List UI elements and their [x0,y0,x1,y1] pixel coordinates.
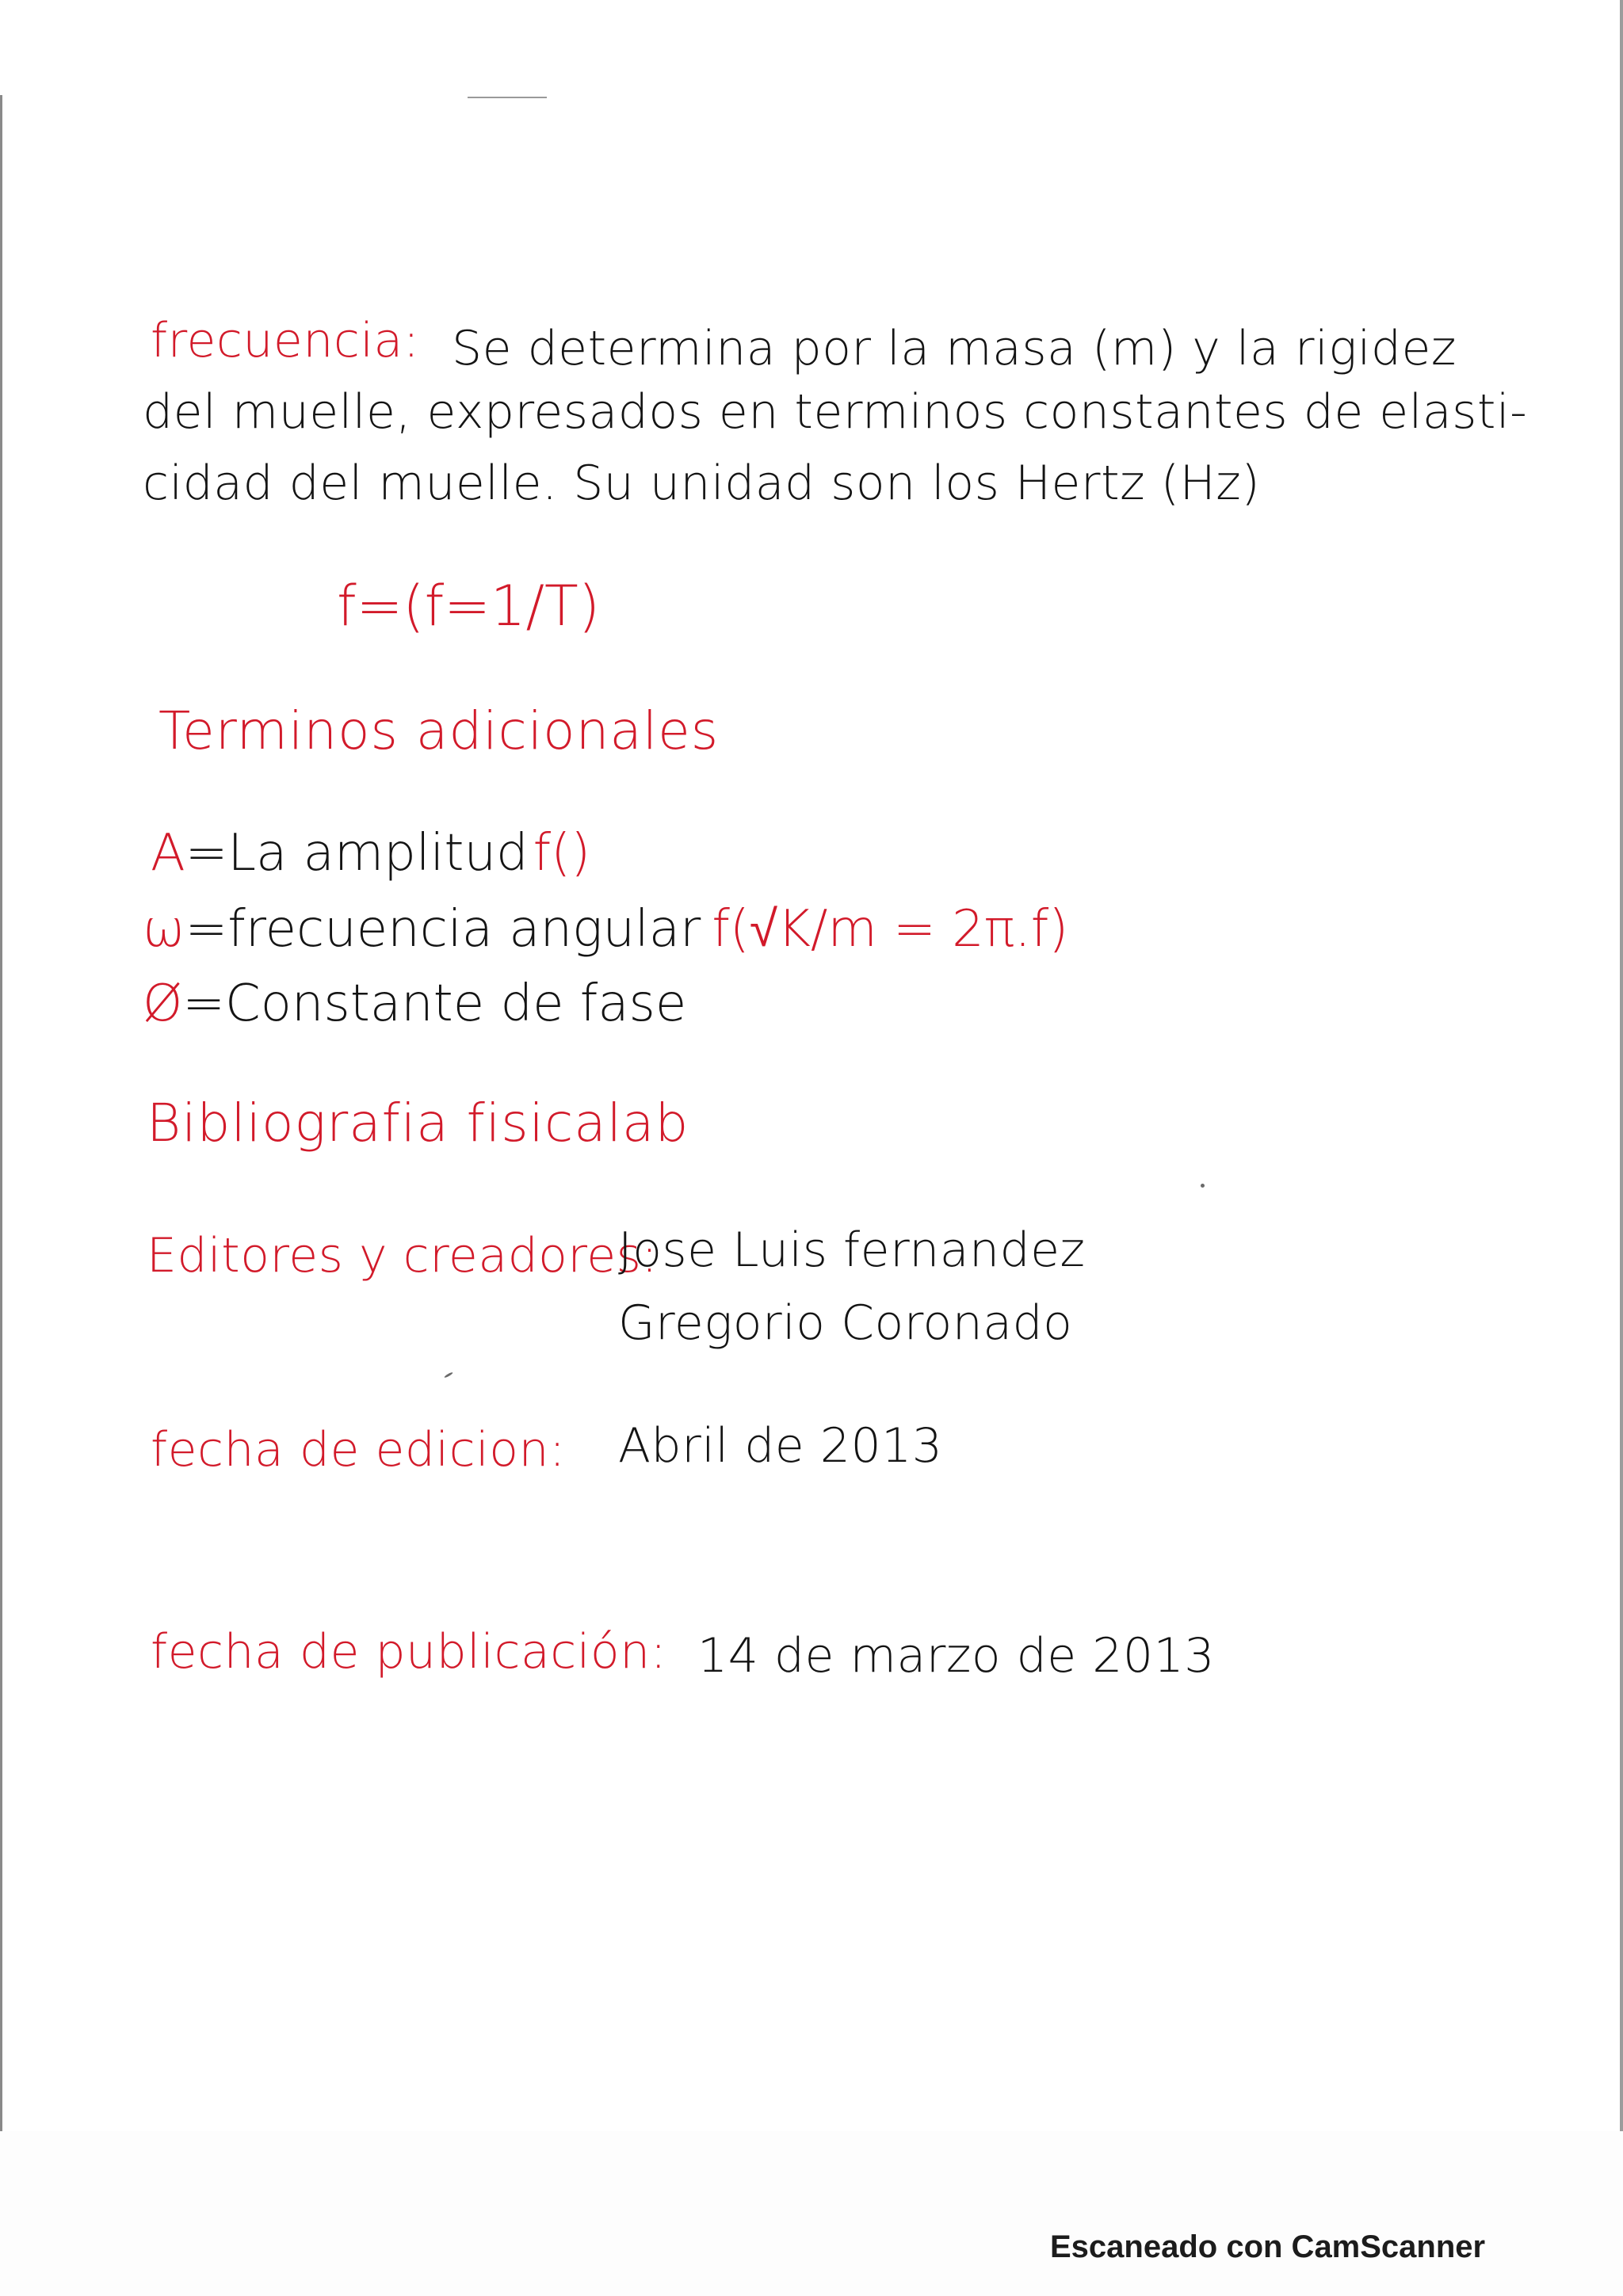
scan-right-edge [1620,0,1623,2131]
additional-terms-heading: Terminos adicionales [158,700,720,761]
frequency-formula: f=(f=1/T) [337,574,601,639]
definition-label: =Constante de fase [182,974,687,1033]
paragraph-line-3: cidad del muelle. Su unidad son los Hertz (Hz) [143,456,1261,511]
definition-suffix: f() [533,824,591,883]
editors-label: Editores y creadores: [147,1228,659,1283]
paragraph-line-2: del muelle, expresados en terminos constantes de elasti- [143,384,1528,440]
definition-phase-constant [143,974,686,1033]
top-pencil-mark [468,97,547,98]
paragraph-line-1: Se determina por la masa (m) y la rigidez [452,321,1457,376]
definition-label: =frecuencia angular [185,900,701,959]
camscanner-watermark: Escaneado con CamScanner [1050,2229,1486,2264]
editor-name-1: Jose Luis fernandez [618,1222,1086,1278]
publication-date-label: fecha de publicación: [151,1624,667,1680]
paper-speck [444,1371,453,1379]
definition-symbol: ω [143,900,185,959]
edition-date-label: fecha de edicion: [151,1422,566,1478]
definition-amplitude [151,824,590,883]
definition-symbol: A [151,824,185,883]
paper-speck [1201,1184,1205,1188]
editor-name-2: Gregorio Coronado [618,1295,1073,1351]
publication-date-value: 14 de marzo de 2013 [697,1628,1215,1684]
definition-label: =La amplitud [185,824,529,883]
frequency-term: frecuencia: [151,313,420,368]
bibliography-heading: Bibliografia fisicalab [147,1093,689,1154]
scan-left-edge [0,95,2,2139]
scan-bottom-margin [0,2131,1623,2296]
edition-date-value: Abril de 2013 [618,1418,943,1474]
definition-angular-frequency [143,899,1068,959]
definition-suffix: f(√K/m = 2π.f) [712,900,1069,959]
definition-symbol: Ø [143,974,183,1033]
